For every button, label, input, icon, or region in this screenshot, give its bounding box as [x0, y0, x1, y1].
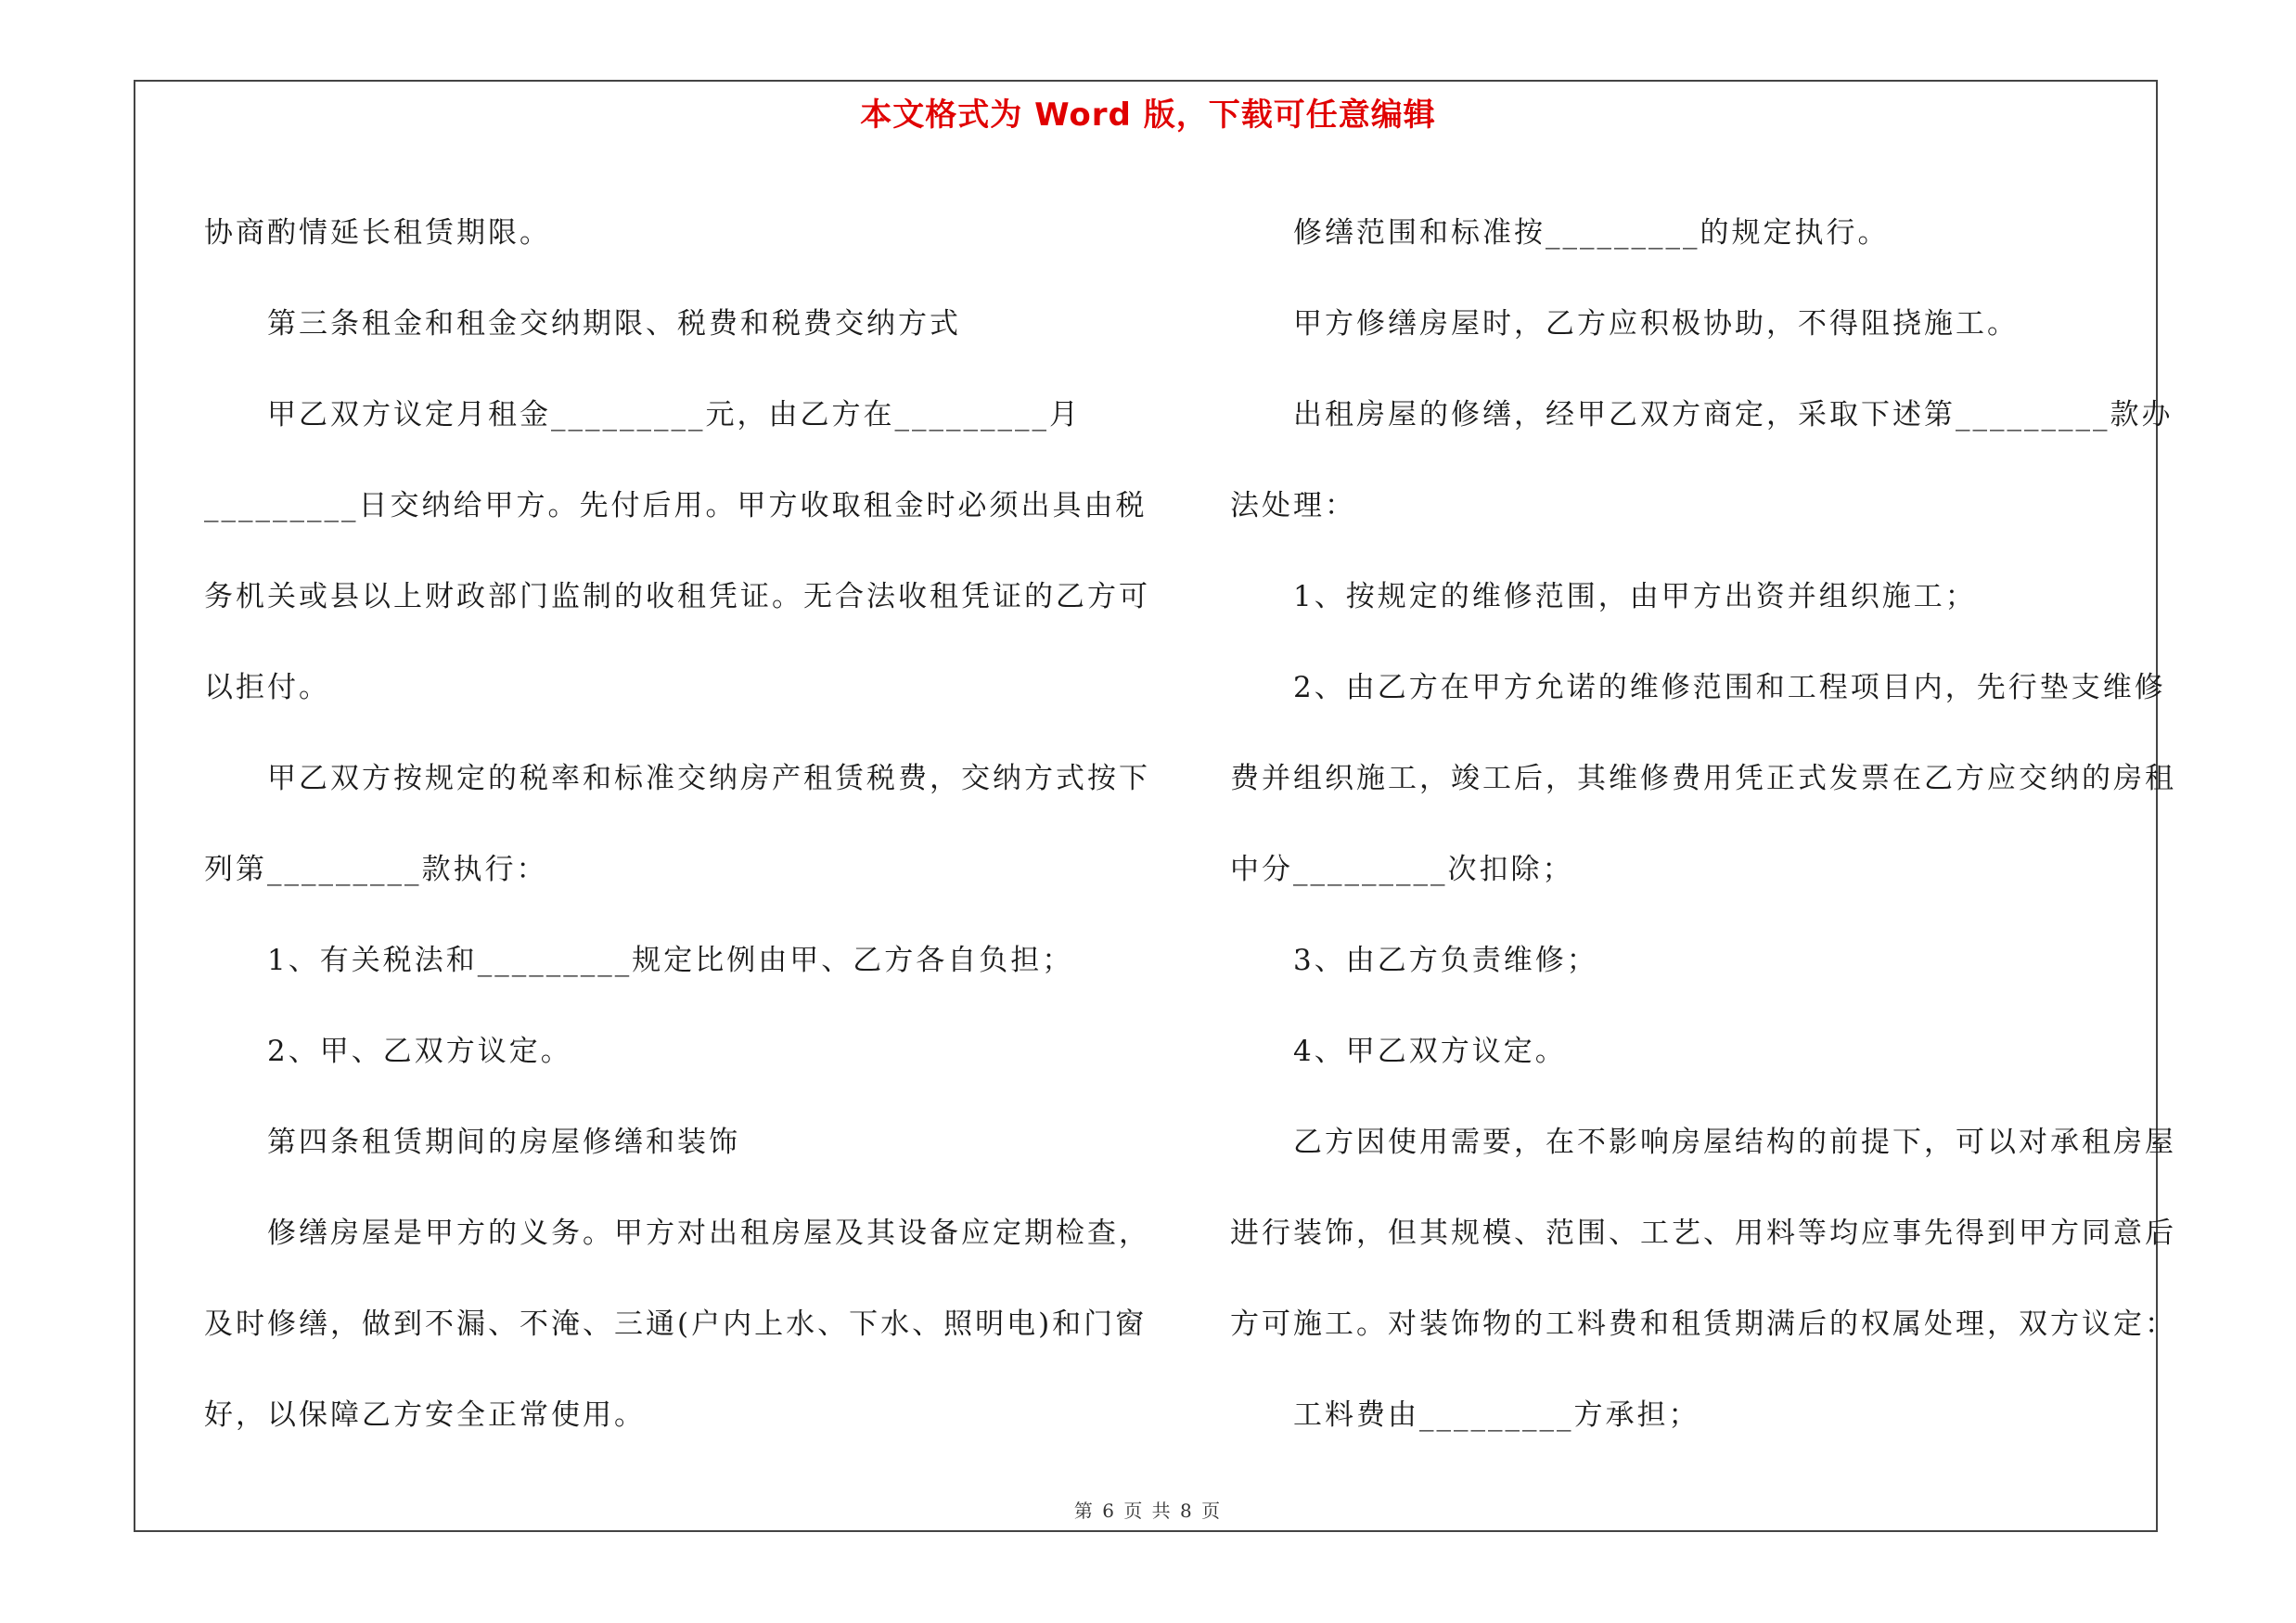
- paragraph-line: 3、由乙方负责维修；: [1293, 944, 1598, 977]
- paragraph-line: 修缮范围和标准按_________的规定执行。: [1293, 216, 1890, 250]
- paragraph-line: 1、按规定的维修范围，由甲方出资并组织施工；: [1293, 580, 1977, 613]
- paragraph-line: 列第_________款执行：: [204, 853, 548, 886]
- paragraph-line: 务机关或县以上财政部门监制的收租凭证。无合法收租凭证的乙方可: [204, 580, 1150, 613]
- paragraph-line: 1、有关税法和_________规定比例由甲、乙方各自负担；: [267, 944, 1074, 977]
- paragraph-line: 2、由乙方在甲方允诺的维修范围和工程项目内，先行垫支维修: [1293, 671, 2166, 704]
- right-column: [1230, 187, 2176, 1461]
- paragraph-line: 出租房屋的修缮，经甲乙双方商定，采取下述第_________款办: [1293, 398, 2174, 432]
- paragraph-line: 甲方修缮房屋时，乙方应积极协助，不得阻挠施工。: [1293, 307, 2019, 341]
- paragraph-line: 协商酌情延长租赁期限。: [204, 216, 551, 250]
- paragraph-line: 修缮房屋是甲方的义务。甲方对出租房屋及其设备应定期检查，: [267, 1217, 1150, 1250]
- paragraph-line: 中分_________次扣除；: [1230, 853, 1574, 886]
- section-heading: 第四条租赁期间的房屋修缮和装饰: [267, 1126, 740, 1159]
- paragraph-line: 法处理：: [1230, 489, 1356, 522]
- paragraph-line: 及时修缮，做到不漏、不淹、三通(户内上水、下水、照明电)和门窗: [204, 1307, 1148, 1341]
- paragraph-line: 以拒付。: [204, 671, 330, 704]
- header-banner: 本文格式为 Word 版，下载可任意编辑: [860, 97, 1436, 134]
- paragraph-line: 甲乙双方按规定的税率和标准交纳房产租赁税费，交纳方式按下: [267, 762, 1150, 795]
- paragraph-line: 方可施工。对装饰物的工料费和租赁期满后的权属处理，双方议定：: [1230, 1307, 2176, 1341]
- paragraph-line: 乙方因使用需要，在不影响房屋结构的前提下，可以对承租房屋: [1293, 1126, 2176, 1159]
- paragraph-line: 好，以保障乙方安全正常使用。: [204, 1398, 646, 1432]
- page-number-footer: 第 6 页 共 8 页: [1073, 1500, 1223, 1522]
- paragraph-line: 甲乙双方议定月租金_________元，由乙方在_________月: [267, 398, 1081, 432]
- paragraph-line: 工料费由_________方承担；: [1293, 1398, 1700, 1432]
- paragraph-line: 费并组织施工，竣工后，其维修费用凭正式发票在乙方应交纳的房租: [1230, 762, 2176, 795]
- left-column: [204, 187, 1150, 1461]
- paragraph-line: _________日交纳给甲方。先付后用。甲方收取租金时必须出具由税: [204, 489, 1148, 522]
- paragraph-line: 第三条租金和租金交纳期限、税费和税费交纳方式: [267, 307, 961, 341]
- paragraph-line: 2、甲、乙双方议定。: [267, 1035, 572, 1068]
- paragraph-line: 4、甲乙双方议定。: [1293, 1035, 1567, 1068]
- paragraph-line: 进行装饰，但其规模、范围、工艺、用料等均应事先得到甲方同意后: [1230, 1217, 2176, 1250]
